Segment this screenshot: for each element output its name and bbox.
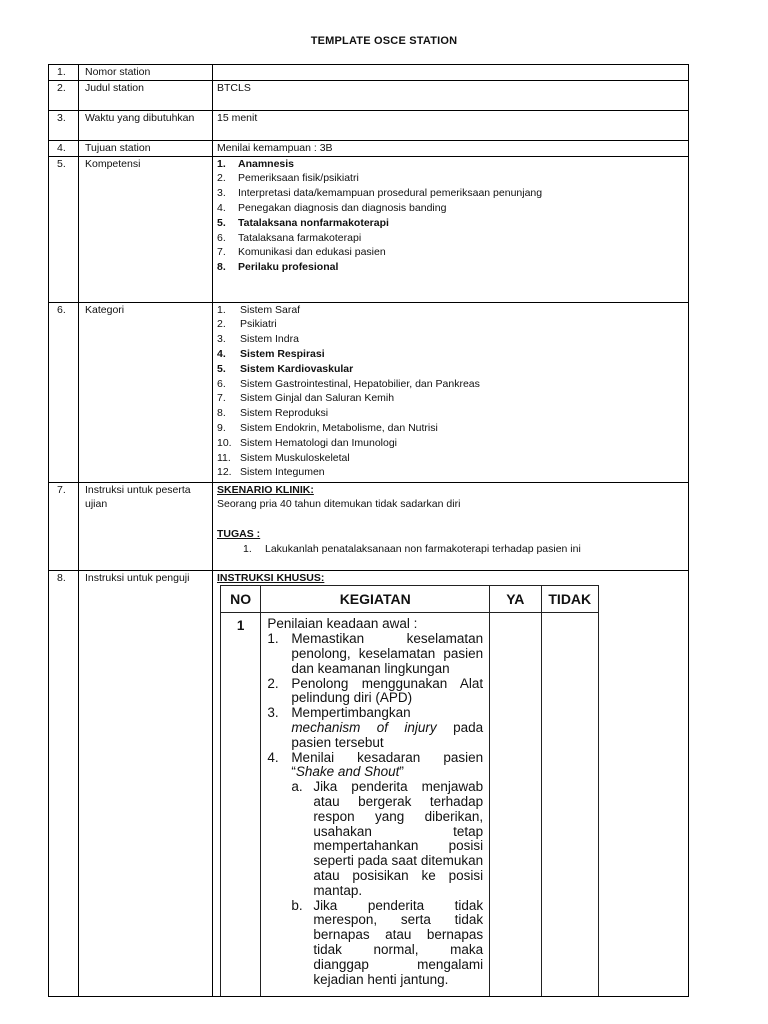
row-number: 4.: [49, 140, 79, 156]
document-title: TEMPLATE OSCE STATION: [310, 35, 458, 47]
activity-item-number: 1.: [267, 631, 279, 647]
skenario-text: Seorang pria 40 tahun ditemukan tidak sadarkan diri: [217, 498, 461, 511]
kompetensi-item: [217, 260, 684, 275]
activity-item-number: 4.: [267, 749, 279, 765]
kompetensi-number: 1.: [217, 157, 226, 170]
kompetensi-item: [217, 245, 684, 260]
table-row: [49, 570, 689, 997]
kompetensi-number: 3.: [217, 187, 226, 200]
activity-item-number: 3.: [267, 705, 279, 721]
kompetensi-item: [217, 186, 684, 201]
activity-subitem: [267, 780, 483, 898]
kompetensi-item: [217, 157, 684, 172]
activity-item: [267, 751, 483, 781]
kategori-item: [217, 436, 684, 451]
kompetensi-text: Anamnesis: [238, 157, 295, 170]
skenario-label: SKENARIO KLINIK:: [217, 483, 314, 496]
kompetensi-number: 5.: [217, 216, 226, 229]
activity-subitem-letter: a.: [291, 779, 303, 795]
table-row: [49, 80, 689, 110]
row-number: 6.: [49, 302, 79, 482]
tugas-label: TUGAS :: [217, 528, 261, 541]
activity-item-text: [291, 751, 483, 781]
kompetensi-text: Interpretasi data/kemampuan prosedural pemeriksaan penunjang: [238, 187, 543, 200]
kompetensi-number: 6.: [217, 231, 226, 244]
kategori-number: 5.: [217, 362, 226, 375]
kategori-text: Sistem Ginjal dan Saluran Kemih: [240, 392, 395, 405]
header-kegiatan: KEGIATAN: [261, 586, 490, 613]
kategori-number: 2.: [217, 318, 226, 331]
activity-text-post: ”: [399, 764, 404, 780]
kategori-item: [217, 303, 684, 318]
kategori-number: 7.: [217, 392, 226, 405]
tugas-text: Lakukanlah penatalaksanaan non farmakoterapi terhadap pasien ini: [265, 542, 581, 555]
kategori-text: Sistem Muskuloskeletal: [240, 451, 350, 464]
checklist-table: [220, 585, 599, 996]
table-row: [49, 482, 689, 570]
activity-item-text: Penolong menggunakan Alat pelindung diri (APD): [291, 675, 484, 706]
row-value: BTCLS: [213, 80, 689, 110]
kompetensi-item: [217, 216, 684, 231]
row-number: 7.: [49, 482, 79, 570]
row-number: 8.: [49, 570, 79, 997]
kategori-number: 3.: [217, 333, 226, 346]
activity-items: [267, 632, 483, 780]
activity-heading: Penilaian keadaan awal :: [267, 616, 418, 632]
table-row: [49, 156, 689, 302]
activity-text-pre: Mempertimbangkan: [291, 705, 411, 721]
checkbox-tidak[interactable]: [541, 613, 598, 997]
header-no: NO: [221, 586, 261, 613]
activity-subitem-text: Jika penderita menjawab atau bergerak terhadap respon yang diberikan, usahakan tetap mempertahankan posisi seperti pada saat ditemukan atau posisikan ke posisi mantap.: [313, 779, 484, 898]
activity-item: [267, 706, 483, 750]
kategori-number: 11.: [217, 451, 231, 464]
row-value: [213, 65, 689, 81]
checklist-image: [217, 585, 688, 996]
table-row: [49, 110, 689, 140]
checklist-activity: [261, 613, 490, 997]
activity-subitem: [267, 899, 483, 988]
kompetensi-text: Komunikasi dan edukasi pasien: [238, 246, 386, 259]
kategori-text: Sistem Saraf: [240, 303, 301, 316]
instruksi-khusus-label: INSTRUKSI KHUSUS:: [217, 571, 325, 584]
activity-subitem-text: Jika penderita tidak merespon, serta tidak bernapas atau bernapas tidak normal, maka dianggap mengalami kejadian henti jantung.: [313, 897, 484, 987]
kategori-number: 12.: [217, 466, 232, 479]
kategori-text: Psikiatri: [240, 318, 277, 331]
row-label: Judul station: [79, 80, 213, 110]
table-row: [49, 302, 689, 482]
activity-text-italic: Shake and Shout: [295, 764, 400, 780]
osce-station-table: [48, 64, 689, 997]
kategori-item: [217, 377, 684, 392]
kompetensi-text: Tatalaksana nonfarmakoterapi: [238, 216, 389, 229]
kompetensi-item: [217, 171, 684, 186]
row-number: 5.: [49, 156, 79, 302]
kategori-number: 4.: [217, 347, 226, 360]
table-row: [49, 65, 689, 81]
kompetensi-text: Tatalaksana farmakoterapi: [238, 231, 362, 244]
activity-item-text: [291, 706, 483, 750]
kompetensi-item: [217, 201, 684, 216]
kategori-list: [217, 303, 684, 481]
kategori-number: 1.: [217, 303, 226, 316]
row-number: 3.: [49, 110, 79, 140]
kompetensi-cell: [213, 156, 689, 302]
peserta-cell: [213, 482, 689, 570]
kategori-item: [217, 332, 684, 347]
checkbox-ya[interactable]: [490, 613, 541, 997]
kategori-text: Sistem Indra: [240, 333, 299, 346]
row-value: 15 menit: [213, 110, 689, 140]
activity-subitem-letter: b.: [291, 897, 303, 913]
kategori-text: Sistem Respirasi: [240, 347, 325, 360]
kategori-item: [217, 406, 684, 421]
kategori-item: [217, 451, 684, 466]
activity-subitems: [267, 780, 483, 987]
kategori-item: [217, 421, 684, 436]
activity-item-text: Memastikan keselamatan penolong, keselamatan pasien dan keamanan lingkungan: [291, 631, 484, 676]
kategori-text: Sistem Reproduksi: [240, 407, 329, 420]
header-tidak: TIDAK: [541, 586, 598, 613]
kategori-text: Sistem Kardiovaskular: [240, 362, 354, 375]
activity-text-post: pada pasien tersebut: [291, 719, 484, 750]
tugas-item: [217, 542, 684, 557]
kategori-number: 9.: [217, 421, 226, 434]
table-row: [49, 140, 689, 156]
row-label: Kategori: [79, 302, 213, 482]
activity-item-number: 2.: [267, 675, 279, 691]
kompetensi-number: 4.: [217, 201, 226, 214]
kategori-item: [217, 391, 684, 406]
kategori-item: [217, 465, 684, 480]
tugas-number: 1.: [243, 542, 252, 555]
row-number: 1.: [49, 65, 79, 81]
checklist-row: [221, 613, 599, 997]
activity-text-pre: Menilai kesadaran pasien “: [291, 749, 484, 780]
kompetensi-text: Penegakan diagnosis dan diagnosis banding: [238, 201, 447, 214]
kategori-item: [217, 347, 684, 362]
kategori-number: 6.: [217, 377, 226, 390]
row-value: Menilai kemampuan : 3B: [213, 140, 689, 156]
kompetensi-number: 2.: [217, 172, 226, 185]
checklist-header-row: [221, 586, 599, 613]
kompetensi-number: 8.: [217, 261, 226, 274]
kompetensi-number: 7.: [217, 246, 226, 259]
row-label: Tujuan station: [79, 140, 213, 156]
row-label: Nomor station: [79, 65, 213, 81]
kategori-cell: [213, 302, 689, 482]
kategori-number: 8.: [217, 407, 226, 420]
activity-item: [267, 677, 483, 707]
kompetensi-text: Pemeriksaan fisik/psikiatri: [238, 172, 359, 185]
penguji-cell: [213, 570, 689, 997]
kompetensi-list: [217, 157, 684, 275]
kategori-number: 10.: [217, 436, 232, 449]
header-ya: YA: [490, 586, 541, 613]
activity-text-italic: mechanism of injury: [291, 719, 437, 735]
kompetensi-text: Perilaku profesional: [238, 261, 339, 274]
row-label: Instruksi untuk penguji: [79, 570, 213, 997]
kategori-text: Sistem Endokrin, Metabolisme, dan Nutrisi: [240, 421, 438, 434]
row-number: 2.: [49, 80, 79, 110]
kategori-item: [217, 317, 684, 332]
row-label: Kompetensi: [79, 156, 213, 302]
activity-item: [267, 632, 483, 676]
checklist-row-number: 1: [221, 613, 261, 997]
row-label: Instruksi untuk peserta ujian: [79, 482, 213, 570]
row-label: Waktu yang dibutuhkan: [79, 110, 213, 140]
kategori-text: Sistem Hematologi dan Imunologi: [240, 436, 397, 449]
kategori-text: Sistem Integumen: [240, 466, 325, 479]
kategori-item: [217, 362, 684, 377]
kategori-text: Sistem Gastrointestinal, Hepatobilier, dan Pankreas: [240, 377, 480, 390]
kompetensi-item: [217, 231, 684, 246]
